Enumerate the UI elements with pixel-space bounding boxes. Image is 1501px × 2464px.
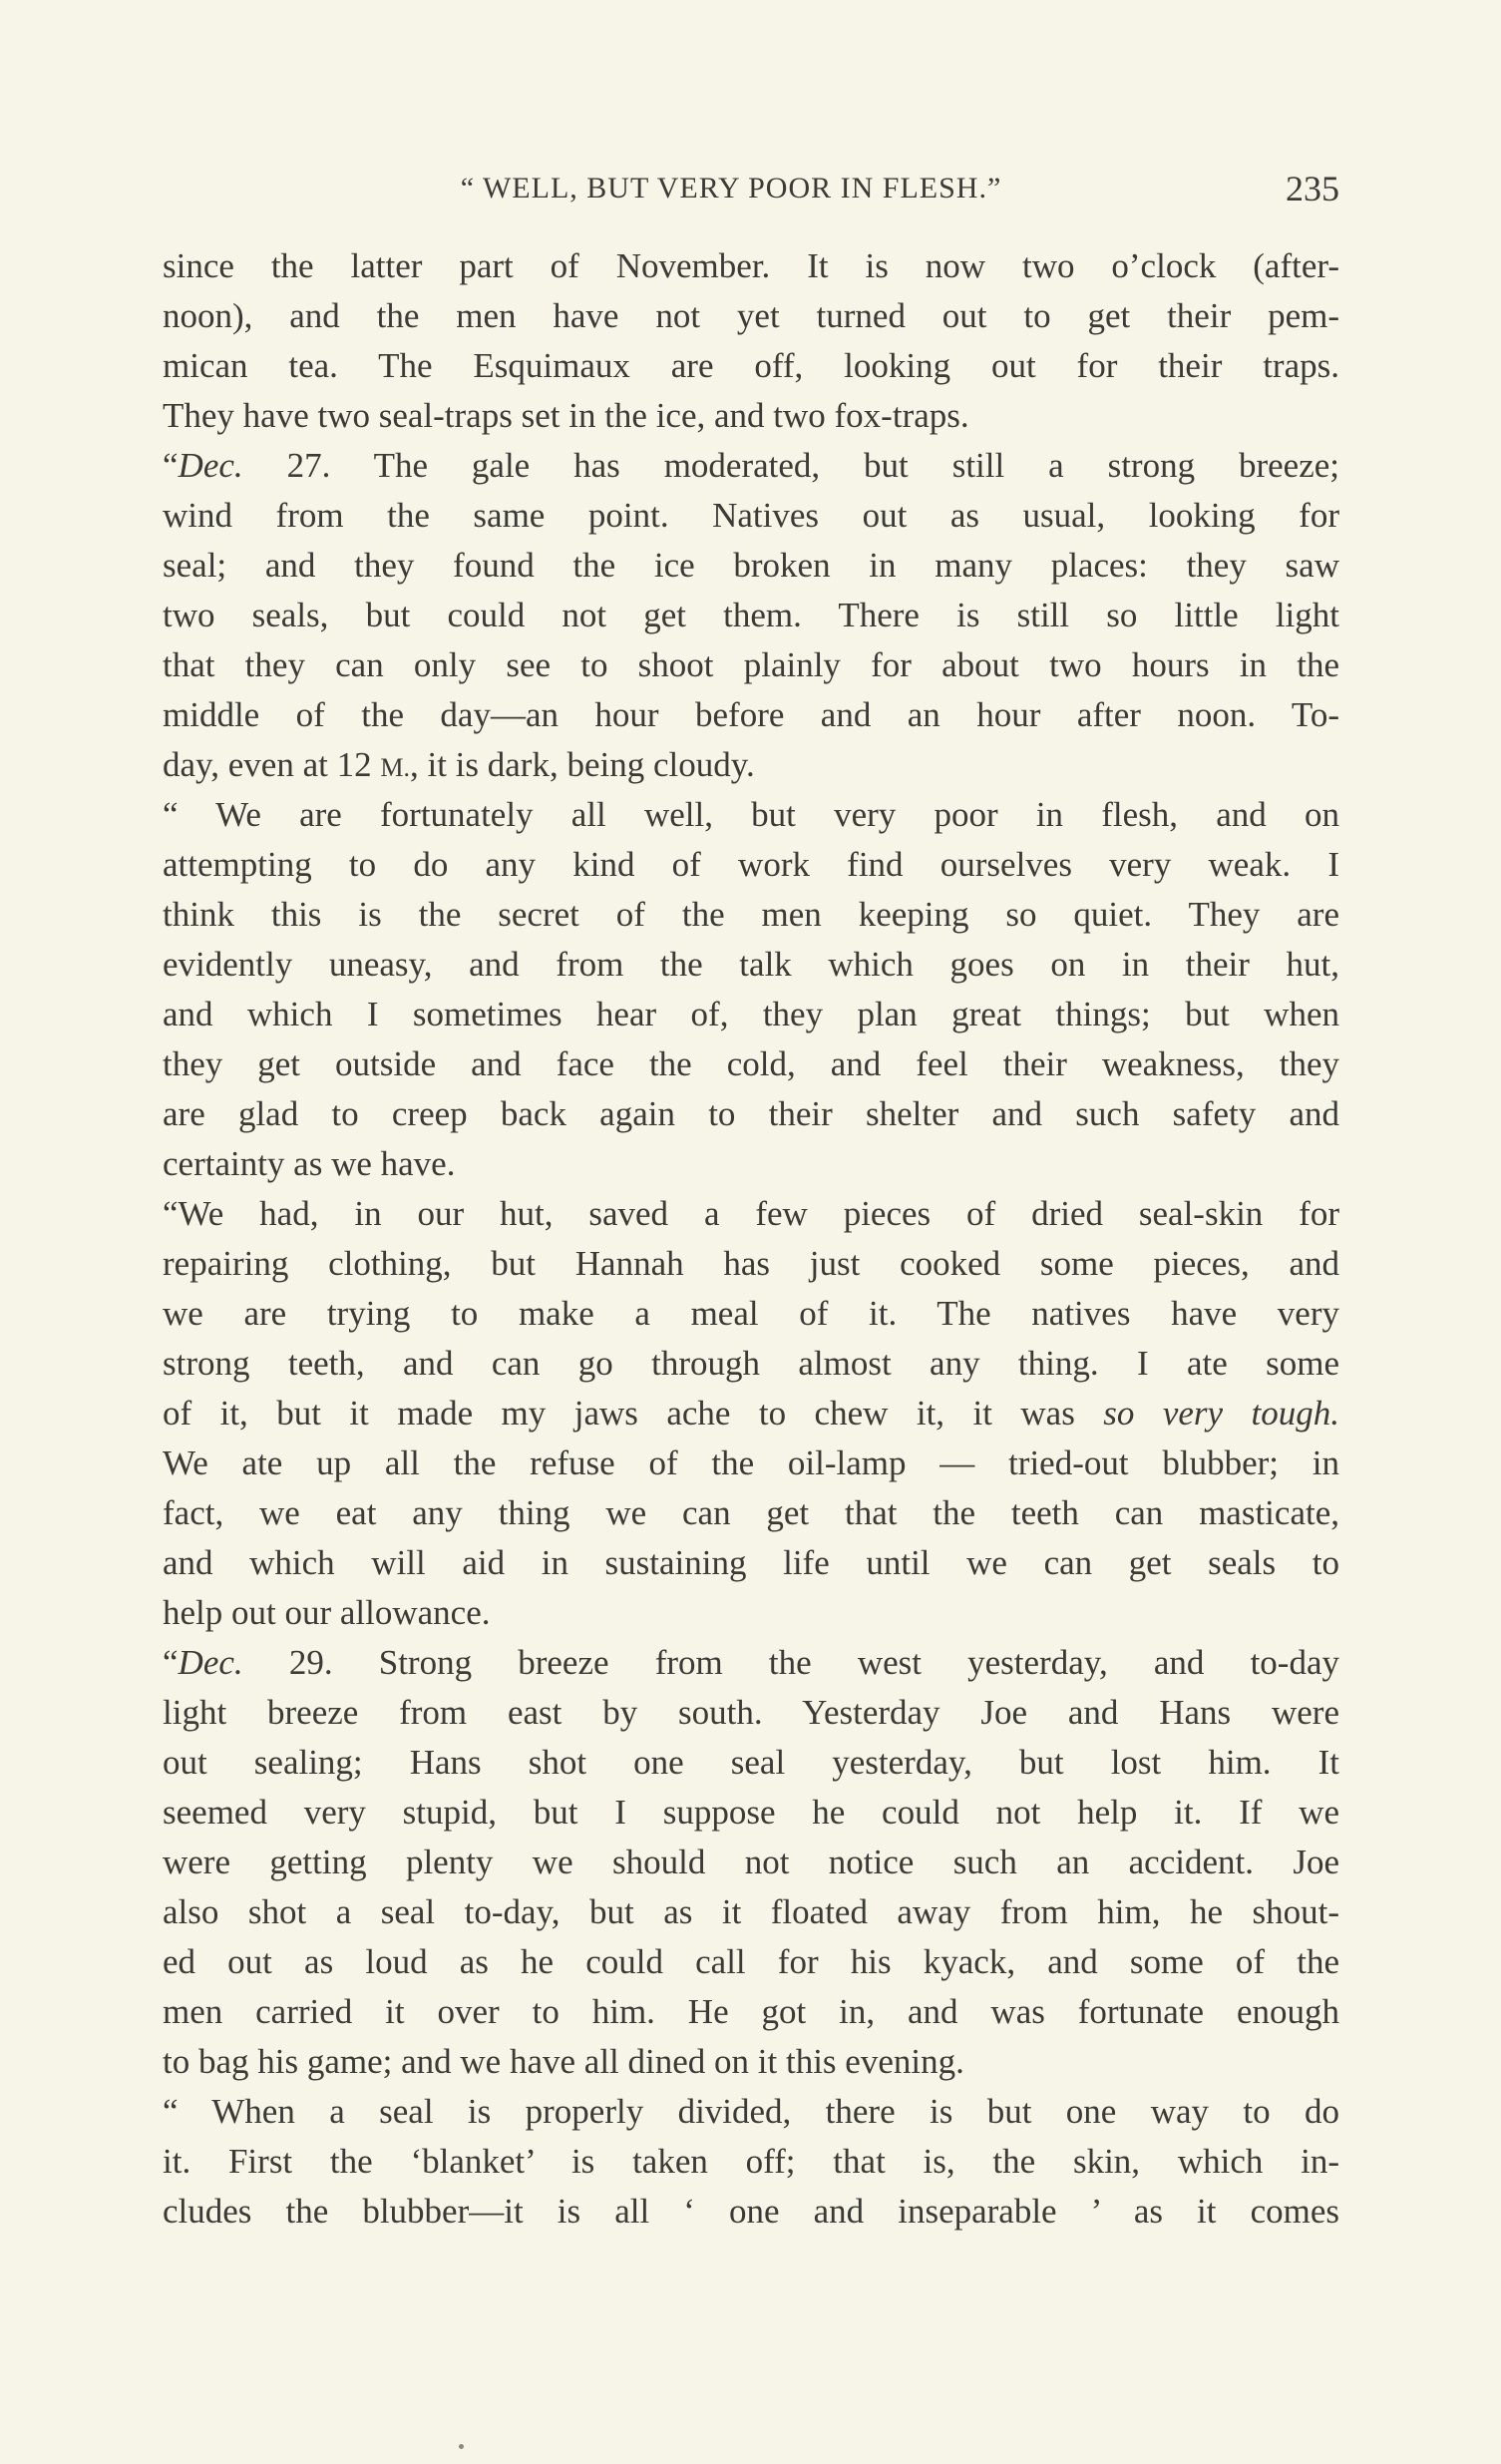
text-segment: “ We are fortunately all well, but very poor in flesh, and on [163, 795, 1339, 834]
text-line [163, 241, 1339, 291]
text-segment: strong teeth, and can go through almost any thing. I ate some [163, 1344, 1339, 1383]
text-line [163, 1887, 1339, 1937]
text-line [163, 341, 1339, 391]
text-segment: “ [163, 446, 179, 485]
text-line [163, 890, 1339, 940]
text-segment: evidently uneasy, and from the talk which goes on in their hut, [163, 945, 1339, 984]
text-line [163, 840, 1339, 890]
text-line [163, 1987, 1339, 2037]
text-segment: day, even at 12 [163, 745, 381, 784]
text-segment: “We had, in our hut, saved a few pieces of dried seal-skin for [163, 1194, 1339, 1233]
text-segment: men carried it over to him. He got in, and was fortunate enough [163, 1992, 1339, 2031]
text-segment: it. First the ‘blanket’ is taken off; that is, the skin, which in- [163, 2142, 1339, 2181]
text-segment: they get outside and face the cold, and feel their weakness, they [163, 1044, 1339, 1083]
text-segment: fact, we eat any thing we can get that the teeth can masticate, [163, 1493, 1339, 1532]
text-segment: were getting plenty we should not notice such an accident. Joe [163, 1843, 1339, 1881]
text-line [163, 441, 1339, 491]
text-segment: help out our allowance. [163, 1593, 491, 1632]
italic-text: Dec. [178, 1643, 243, 1682]
text-line [163, 1189, 1339, 1239]
text-segment: middle of the day—an hour before and an hour after noon. To- [163, 695, 1339, 734]
text-segment: We ate up all the refuse of the oil-lamp — tried-out blubber; in [163, 1443, 1339, 1482]
text-line [163, 1838, 1339, 1887]
text-line [163, 1538, 1339, 1588]
text-line [163, 640, 1339, 690]
text-segment: noon), and the men have not yet turned out to get their pem- [163, 296, 1339, 335]
text-segment: out sealing; Hans shot one seal yesterday, but lost him. It [163, 1743, 1339, 1782]
running-head: “ WELL, BUT VERY POOR IN FLESH.” [460, 172, 1002, 205]
text-segment: since the latter part of November. It is now two o’clock (after- [163, 246, 1339, 285]
text-segment: seemed very stupid, but I suppose he could not help it. If we [163, 1793, 1339, 1832]
text-segment: They have two seal-traps set in the ice, and two fox-traps. [163, 396, 969, 435]
text-line [163, 790, 1339, 840]
text-line [163, 2187, 1339, 2237]
text-line [163, 1937, 1339, 1987]
text-line [163, 940, 1339, 990]
text-line [163, 1239, 1339, 1289]
text-line [163, 1089, 1339, 1139]
print-speck [459, 2444, 464, 2449]
text-line [163, 541, 1339, 591]
text-line [163, 1788, 1339, 1838]
text-segment: wind from the same point. Natives out as usual, looking for [163, 496, 1339, 535]
text-line [163, 740, 1339, 790]
text-line [163, 1139, 1339, 1189]
text-line [163, 1289, 1339, 1339]
text-segment: seal; and they found the ice broken in many places: they saw [163, 546, 1339, 585]
text-line [163, 491, 1339, 541]
text-line [163, 1688, 1339, 1738]
text-segment: and which I sometimes hear of, they plan great things; but when [163, 995, 1339, 1033]
italic-text: Dec. [178, 446, 243, 485]
text-segment: certainty as we have. [163, 1144, 456, 1183]
body-text [163, 241, 1339, 2237]
text-line [163, 2087, 1339, 2137]
text-segment: M. [380, 753, 410, 782]
text-segment: and which will aid in sustaining life until we can get seals to [163, 1543, 1339, 1582]
text-segment: , it is dark, being cloudy. [409, 745, 755, 784]
text-line [163, 1738, 1339, 1788]
text-line [163, 1339, 1339, 1389]
text-segment: are glad to creep back again to their shelter and such safety and [163, 1094, 1339, 1133]
italic-text: so very tough. [1103, 1394, 1339, 1433]
text-line [163, 2037, 1339, 2087]
page-number: 235 [1286, 169, 1339, 208]
text-line [163, 1488, 1339, 1538]
text-segment: that they can only see to shoot plainly for about two hours in the [163, 645, 1339, 684]
text-line [163, 591, 1339, 640]
text-line [163, 1588, 1339, 1638]
text-line [163, 2137, 1339, 2187]
text-segment: we are trying to make a meal of it. The natives have very [163, 1294, 1339, 1333]
text-segment: 29. Strong breeze from the west yesterday, and to-day [242, 1643, 1339, 1682]
text-segment: think this is the secret of the men keeping so quiet. They are [163, 895, 1339, 934]
text-line [163, 291, 1339, 341]
text-segment: “ [163, 1643, 179, 1682]
text-segment: repairing clothing, but Hannah has just cooked some pieces, and [163, 1244, 1339, 1283]
page-header [163, 166, 1339, 215]
text-segment: attempting to do any kind of work find ourselves very weak. I [163, 845, 1339, 884]
text-segment: of it, but it made my jaws ache to chew it, it was [163, 1394, 1104, 1433]
text-line [163, 1389, 1339, 1438]
text-segment: cludes the blubber—it is all ‘ one and inseparable ’ as it comes [163, 2192, 1339, 2231]
text-segment: ed out as loud as he could call for his kyack, and some of the [163, 1942, 1339, 1981]
text-segment: to bag his game; and we have all dined on it this evening. [163, 2042, 964, 2081]
text-segment: 27. The gale has moderated, but still a strong breeze; [242, 446, 1339, 485]
text-segment: mican tea. The Esquimaux are off, looking out for their traps. [163, 346, 1339, 385]
text-line [163, 690, 1339, 740]
text-segment: light breeze from east by south. Yesterday Joe and Hans were [163, 1693, 1339, 1732]
text-line [163, 1039, 1339, 1089]
text-segment: “ When a seal is properly divided, there is but one way to do [163, 2092, 1339, 2131]
text-segment: also shot a seal to-day, but as it floated away from him, he shout- [163, 1892, 1339, 1931]
text-line [163, 990, 1339, 1039]
text-segment: two seals, but could not get them. There is still so little light [163, 596, 1339, 634]
text-line [163, 1438, 1339, 1488]
text-line [163, 391, 1339, 441]
text-line [163, 1638, 1339, 1688]
